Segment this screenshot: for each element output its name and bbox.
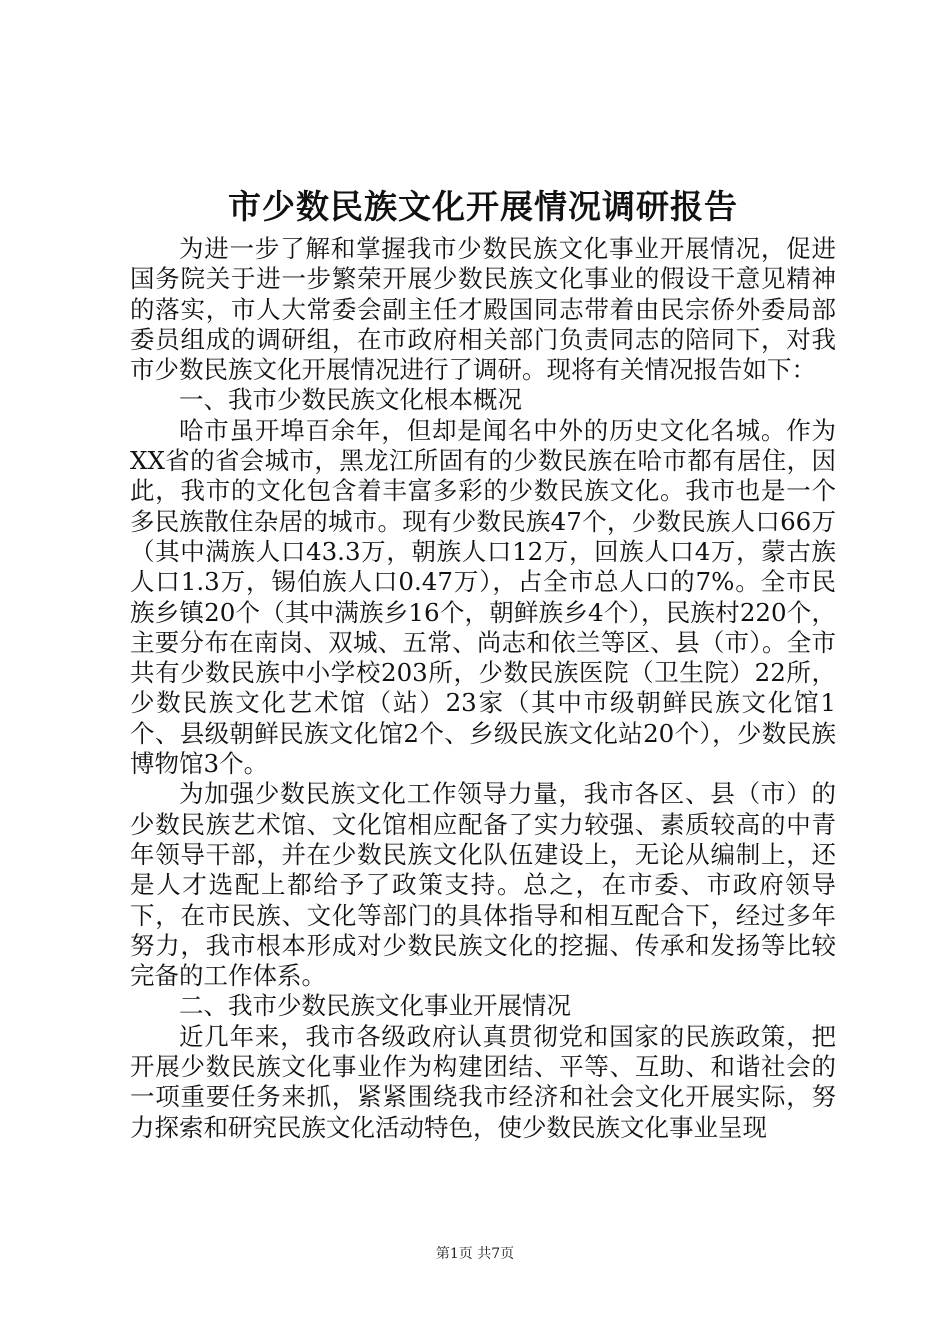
paragraph-overview: 哈市虽开埠百余年，但却是闻名中外的历史文化名城。作为XX省的省会城市，黑龙江所固有的少数民族在哈市都有居住，因此，我市的文化包含着丰富多彩的少数民族文化。我市也是一个多民族散住杂居的城市。现有少数民族47个，少数民族人口66万（其中满族人口43.3万，朝族人口12万，回族人口4万，蒙古族人口1.3万，锡伯族人口0.47万），占全市总人口的7%。全市民族乡镇20个（其中满族乡16个，朝鲜族乡4个），民族村220个，主要分布在南岗、双城、五常、尚志和依兰等区、县（市）。全市共有少数民族中小学校203所，少数民族医院（卫生院）22所，少数民族文化艺术馆（站）23家（其中市级朝鲜民族文化馆1个、县级朝鲜民族文化馆2个、乡级民族文化站20个），少数民族博物馆3个。 [130, 415, 836, 779]
paragraph-intro: 为进一步了解和掌握我市少数民族文化事业开展情况，促进国务院关于进一步繁荣开展少数民族文化事业的假设干意见精神的落实，市人大常委会副主任才殿国同志带着由民宗侨外委局部委员组成的调研组，在市政府相关部门负责同志的陪同下，对我市少数民族文化开展情况进行了调研。现将有关情况报告如下： [130, 234, 836, 385]
section-heading-1: 一、我市少数民族文化根本概况 [179, 385, 522, 415]
document-title: 市少数民族文化开展情况调研报告 [228, 187, 738, 226]
section-heading-2: 二、我市少数民族文化事业开展情况 [179, 991, 571, 1021]
paragraph-development: 近几年来，我市各级政府认真贯彻党和国家的民族政策，把开展少数民族文化事业作为构建团结、平等、互助、和谐社会的一项重要任务来抓，紧紧围绕我市经济和社会文化开展实际，努力探索和研究民族文化活动特色，使少数民族文化事业呈现 [130, 1021, 836, 1142]
page-number-footer: 第1页 共7页 [435, 1246, 515, 1262]
paragraph-leadership: 为加强少数民族文化工作领导力量，我市各区、县（市）的少数民族艺术馆、文化馆相应配备了实力较强、素质较高的中青年领导干部，并在少数民族文化队伍建设上，无论从编制上，还是人才选配上都给予了政策支持。总之，在市委、市政府领导下，在市民族、文化等部门的具体指导和相互配合下，经过多年努力，我市根本形成对少数民族文化的挖掘、传承和发扬等比较完备的工作体系。 [130, 779, 836, 991]
document-body [130, 234, 836, 1143]
